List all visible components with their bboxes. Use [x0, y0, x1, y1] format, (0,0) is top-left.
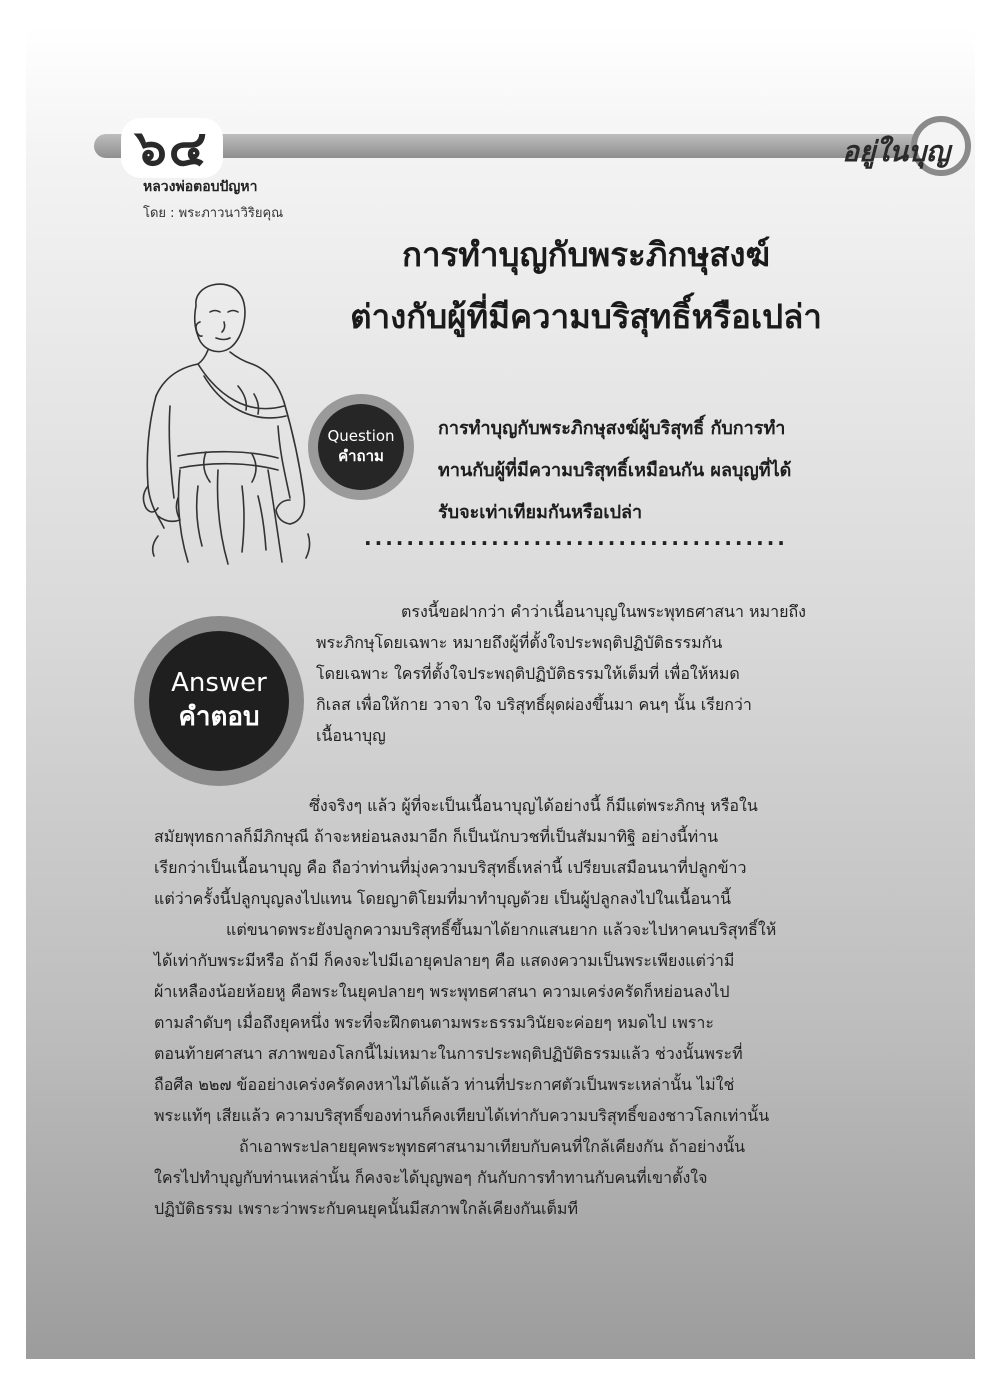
body-line: ปฏิบัติธรรม เพราะว่าพระกับคนยุคนั้นมีสภาพใกล้เคียงกันเต็มที: [154, 1199, 578, 1218]
body-line: แต่ว่าครั้งนี้ปลูกบุญลงไปแทน โดยญาติโยมที่มาทำบุญด้วย เป็นผู้ปลูกลงไปในเนื้อนานี้: [154, 889, 732, 908]
question-line: การทำบุญกับพระภิกษุสงฆ์ผู้บริสุทธิ์ กับการทำ: [438, 418, 786, 439]
answer-line: ตรงนี้ขอฝากว่า คำว่าเนื้อนาบุญในพระพุทธศาสนา หมายถึง: [401, 602, 806, 621]
magazine-page: [26, 26, 975, 1359]
answer-line: กิเลส เพื่อให้กาย วาจา ใจ บริสุทธิ์ผุดผ่องขึ้นมา คนๆ นั้น เรียกว่า: [316, 695, 752, 714]
body-line: ถือศีล ๒๒๗ ข้ออย่างเคร่งครัดคงหาไม่ได้แล้ว ท่านที่ประกาศตัวเป็นพระเหล่านั้น ไม่ใช่: [154, 1075, 735, 1094]
body-line: เรียกว่าเป็นเนื้อนาบุญ คือ ถือว่าท่านที่มุ่งความบริสุทธิ์เหล่านี้ เปรียบเสมือนนาที่ปลูกข้าว: [154, 858, 747, 877]
question-badge-th: คำถาม: [338, 447, 384, 465]
answer-badge-inner: [149, 631, 289, 771]
brand-logo: อยู่ในบุญ: [842, 135, 950, 168]
answer-badge-en: Answer: [171, 668, 267, 698]
article-title: [306, 224, 866, 348]
answer-intro-paragraph: [316, 596, 846, 751]
author-byline: โดย : พระภาวนาวิริยคุณ: [143, 206, 284, 221]
body-line: แต่ขนาดพระยังปลูกความบริสุทธิ์ขึ้นมาได้ยากแสนยาก แล้วจะไปหาคนบริสุทธิ์ให้: [226, 920, 777, 939]
answer-line: โดยเฉพาะ ใครที่ตั้งใจประพฤติปฏิบัติธรรมให้เต็มที่ เพื่อให้หมด: [316, 664, 740, 683]
monk-illustration: [118, 266, 318, 566]
question-badge-inner: [318, 404, 404, 490]
answer-line: เนื้อนาบุญ: [316, 726, 386, 745]
body-line: ถ้าเอาพระปลายยุคพระพุทธศาสนามาเทียบกับคนที่ใกล้เคียงกัน ถ้าอย่างนั้น: [239, 1137, 746, 1156]
answer-badge-th: คำตอบ: [178, 702, 260, 732]
question-badge-en: Question: [327, 427, 395, 445]
answer-line: พระภิกษุโดยเฉพาะ หมายถึงผู้ที่ตั้งใจประพฤติปฏิบัติธรรมกัน: [316, 633, 723, 652]
question-text: [438, 408, 848, 534]
question-line: ทานกับผู้ที่มีความบริสุทธิ์เหมือนกัน ผลบุญที่ได้: [438, 460, 792, 481]
dotted-separator: ........................................: [364, 526, 788, 550]
body-line: สมัยพุทธกาลก็มีภิกษุณี ถ้าจะหย่อนลงมาอีก ก็เป็นนักบวชที่เป็นสัมมาทิฐิ อย่างนี้ท่าน: [154, 827, 719, 846]
body-line: ตอนท้ายศาสนา สภาพของโลกนี้ไม่เหมาะในการประพฤติปฏิบัติธรรมแล้ว ช่วงนั้นพระที่: [154, 1044, 743, 1063]
body-line: ตามลำดับๆ เมื่อถึงยุคหนึ่ง พระที่จะฝึกตนตามพระธรรมวินัยจะค่อยๆ หมดไป เพราะ: [154, 1013, 714, 1032]
answer-badge: [134, 616, 304, 786]
title-line: การทำบุญกับพระภิกษุสงฆ์: [402, 235, 770, 274]
body-line: ได้เท่ากับพระมีหรือ ถ้ามี ก็คงจะไปมีเอายุคปลายๆ คือ แสดงความเป็นพระเพียงแต่ว่ามี: [154, 951, 735, 970]
body-line: ใครไปทำบุญกับท่านเหล่านั้น ก็คงจะได้บุญพอๆ กันกับการทำทานกับคนที่เขาตั้งใจ: [154, 1168, 708, 1187]
answer-body: [154, 790, 854, 1224]
title-line: ต่างกับผู้ที่มีความบริสุทธิ์หรือเปล่า: [350, 297, 822, 336]
question-badge: [308, 394, 414, 500]
column-name: หลวงพ่อตอบปัญหา: [143, 179, 258, 195]
body-line: ซึ่งจริงๆ แล้ว ผู้ที่จะเป็นเนื้อนาบุญได้อย่างนี้ ก็มีแต่พระภิกษุ หรือใน: [309, 796, 758, 815]
body-line: พระแท้ๆ เสียแล้ว ความบริสุทธิ์ของท่านก็คงเทียบได้เท่ากับความบริสุทธิ์ของชาวโลกเท่านั้น: [154, 1106, 770, 1125]
page-number: ๖๔: [121, 118, 223, 178]
question-line: รับจะเท่าเทียมกันหรือเปล่า: [438, 502, 643, 523]
body-line: ผ้าเหลืองน้อยห้อยหู คือพระในยุคปลายๆ พระพุทธศาสนา ความเคร่งครัดก็หย่อนลงไป: [154, 982, 730, 1001]
